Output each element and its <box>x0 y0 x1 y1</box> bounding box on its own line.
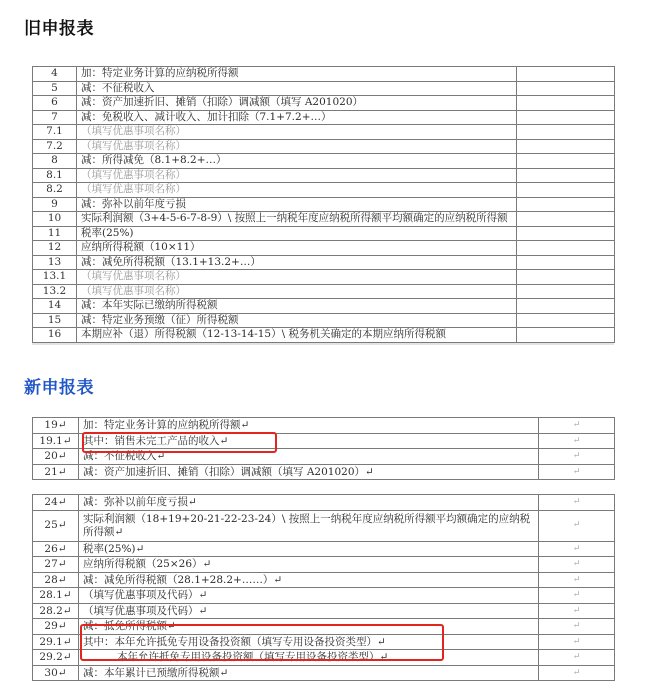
row-value-cell <box>517 110 615 125</box>
row-label: 减：免税收入、减计收入、加计扣除（7.1+7.2+…） <box>77 110 517 125</box>
row-value-cell <box>517 81 615 96</box>
row-number: 8 <box>33 154 77 169</box>
row-number: 13.1 <box>33 270 77 285</box>
row-value-cell: ↵ <box>539 510 615 541</box>
row-number: 24↵ <box>33 495 79 511</box>
row-value-cell: ↵ <box>539 541 615 557</box>
row-label: （填写优惠事项名称） <box>77 183 517 198</box>
table-row <box>33 226 615 241</box>
row-value-cell <box>517 313 615 328</box>
table-row <box>33 495 615 511</box>
row-number: 30↵ <box>33 665 79 681</box>
row-value-cell <box>517 241 615 256</box>
row-label: 其中：本年允许抵免专用设备投资额（填写专用设备投资类型）↵ <box>79 634 539 650</box>
row-number: 21↵ <box>33 464 79 480</box>
row-value-cell: ↵ <box>539 634 615 650</box>
row-label: （填写优惠事项名称） <box>77 168 517 183</box>
table-row <box>33 299 615 314</box>
row-label: 税率(25%)↵ <box>79 541 539 557</box>
row-value-cell: ↵ <box>539 665 615 681</box>
highlight-equipment-investment-credit <box>80 624 444 661</box>
table-row <box>33 588 615 604</box>
row-label: 加：特定业务计算的应纳税所得额↵ <box>79 418 539 434</box>
row-label: 减：所得减免（8.1+8.2+…） <box>77 154 517 169</box>
row-value-cell: ↵ <box>539 433 615 449</box>
row-number: 28.2↵ <box>33 603 79 619</box>
row-value-cell: ↵ <box>539 495 615 511</box>
row-number: 29↵ <box>33 619 79 635</box>
row-value-cell: ↵ <box>539 449 615 465</box>
row-label: （填写优惠事项名称） <box>77 270 517 285</box>
row-label: 减：本年实际已缴纳所得税额 <box>77 299 517 314</box>
table-row <box>33 183 615 198</box>
row-label: 减：弥补以前年度亏损↵ <box>79 495 539 511</box>
table-row <box>33 255 615 270</box>
table-row <box>33 464 615 480</box>
row-label: 其中：销售未完工产品的收入↵ <box>79 433 539 449</box>
row-value-cell <box>517 212 615 227</box>
row-number: 9 <box>33 197 77 212</box>
row-number: 12 <box>33 241 77 256</box>
row-number: 6 <box>33 96 77 111</box>
row-label: 减：特定业务预缴（征）所得税额 <box>77 313 517 328</box>
table-row <box>33 241 615 256</box>
table-row <box>33 212 615 227</box>
row-label: 本期应补（退）所得税额（12-13-14-15）\ 税务机关确定的本期应纳所得税额 <box>77 328 517 343</box>
row-number: 7.1 <box>33 125 77 140</box>
row-label: 减：不征税收入↵ <box>79 449 539 465</box>
old-form-heading: 旧申报表 <box>24 19 94 39</box>
table-row <box>33 284 615 299</box>
row-number: 8.1 <box>33 168 77 183</box>
table-row <box>33 557 615 573</box>
row-label: 本年允许抵免专用设备投资额（填写专用设备投资类型）↵ <box>79 650 539 666</box>
row-number: 28.1↵ <box>33 588 79 604</box>
row-value-cell <box>517 154 615 169</box>
row-number: 13.2 <box>33 284 77 299</box>
table-row <box>33 270 615 285</box>
row-label: （填写优惠事项及代码）↵ <box>79 603 539 619</box>
row-number: 7 <box>33 110 77 125</box>
row-label: 减：本年累计已预缴所得税额↵ <box>79 665 539 681</box>
row-value-cell <box>517 284 615 299</box>
row-label: 应纳所得税额（25×26）↵ <box>79 557 539 573</box>
row-label: （填写优惠事项及代码）↵ <box>79 588 539 604</box>
row-value-cell <box>517 168 615 183</box>
row-number: 27↵ <box>33 557 79 573</box>
table-row <box>33 168 615 183</box>
highlight-unfinished-product-income <box>82 432 277 453</box>
row-label: 减：弥补以前年度亏损 <box>77 197 517 212</box>
table-row <box>33 603 615 619</box>
table-row <box>33 328 615 343</box>
row-number: 7.2 <box>33 139 77 154</box>
row-number: 15 <box>33 313 77 328</box>
row-label: （填写优惠事项名称） <box>77 284 517 299</box>
row-label: 减：减免所得税额（28.1+28.2+……）↵ <box>79 572 539 588</box>
row-value-cell <box>517 183 615 198</box>
row-label: 实际利润额（3+4-5-6-7-8-9）\ 按照上一纳税年度应纳税所得额平均额确定的应纳税所得额 <box>77 212 517 227</box>
row-value-cell: ↵ <box>539 418 615 434</box>
row-value-cell <box>517 328 615 343</box>
row-value-cell <box>517 299 615 314</box>
row-label: 加：特定业务计算的应纳税所得额 <box>77 67 517 82</box>
row-value-cell <box>517 255 615 270</box>
table-row <box>33 572 615 588</box>
row-value-cell: ↵ <box>539 557 615 573</box>
table-row <box>33 313 615 328</box>
row-number: 19↵ <box>33 418 79 434</box>
table-row <box>33 139 615 154</box>
table-row <box>33 154 615 169</box>
table-row <box>33 67 615 82</box>
row-label: （填写优惠事项名称） <box>77 139 517 154</box>
row-number: 11 <box>33 226 77 241</box>
row-label: 税率(25%) <box>77 226 517 241</box>
row-value-cell <box>517 96 615 111</box>
table-row <box>33 110 615 125</box>
table-row <box>33 81 615 96</box>
table-row <box>33 125 615 140</box>
row-label: （填写优惠事项名称） <box>77 125 517 140</box>
row-number: 19.1↵ <box>33 433 79 449</box>
row-value-cell <box>517 125 615 140</box>
table-row <box>33 96 615 111</box>
table-cut-edge <box>32 343 614 345</box>
row-number: 28↵ <box>33 572 79 588</box>
row-label: 减：资产加速折旧、摊销（扣除）调减额（填写 A201020） <box>77 96 517 111</box>
table-row <box>33 510 615 541</box>
row-value-cell: ↵ <box>539 619 615 635</box>
table-row <box>33 418 615 434</box>
row-number: 8.2 <box>33 183 77 198</box>
table-row <box>33 541 615 557</box>
row-value-cell <box>517 67 615 82</box>
row-number: 4 <box>33 67 77 82</box>
row-number: 13 <box>33 255 77 270</box>
row-label: 减：抵免所得税额↵ <box>79 619 539 635</box>
row-value-cell: ↵ <box>539 588 615 604</box>
row-value-cell <box>517 270 615 285</box>
table-row <box>33 197 615 212</box>
row-number: 16 <box>33 328 77 343</box>
row-label: 减：减免所得税额（13.1+13.2+…） <box>77 255 517 270</box>
row-number: 29.2↵ <box>33 650 79 666</box>
row-label: 应纳所得税额（10×11） <box>77 241 517 256</box>
row-value-cell <box>517 139 615 154</box>
row-label: 减：不征税收入 <box>77 81 517 96</box>
row-number: 25↵ <box>33 510 79 541</box>
row-number: 20↵ <box>33 449 79 465</box>
row-number: 5 <box>33 81 77 96</box>
table-row <box>33 665 615 681</box>
row-value-cell <box>517 197 615 212</box>
row-value-cell: ↵ <box>539 650 615 666</box>
row-number: 29.1↵ <box>33 634 79 650</box>
row-value-cell <box>517 226 615 241</box>
row-label: 实际利润额（18+19+20-21-22-23-24）\ 按照上一纳税年度应纳税所得额平均额确定的应纳税所得额↵ <box>79 510 539 541</box>
row-number: 26↵ <box>33 541 79 557</box>
old-form-table <box>32 66 615 343</box>
row-label: 减：资产加速折旧、摊销（扣除）调减额（填写 A201020）↵ <box>79 464 539 480</box>
row-value-cell: ↵ <box>539 464 615 480</box>
row-value-cell: ↵ <box>539 603 615 619</box>
row-value-cell: ↵ <box>539 572 615 588</box>
row-number: 10 <box>33 212 77 227</box>
new-form-heading: 新申报表 <box>24 378 94 398</box>
row-number: 14 <box>33 299 77 314</box>
